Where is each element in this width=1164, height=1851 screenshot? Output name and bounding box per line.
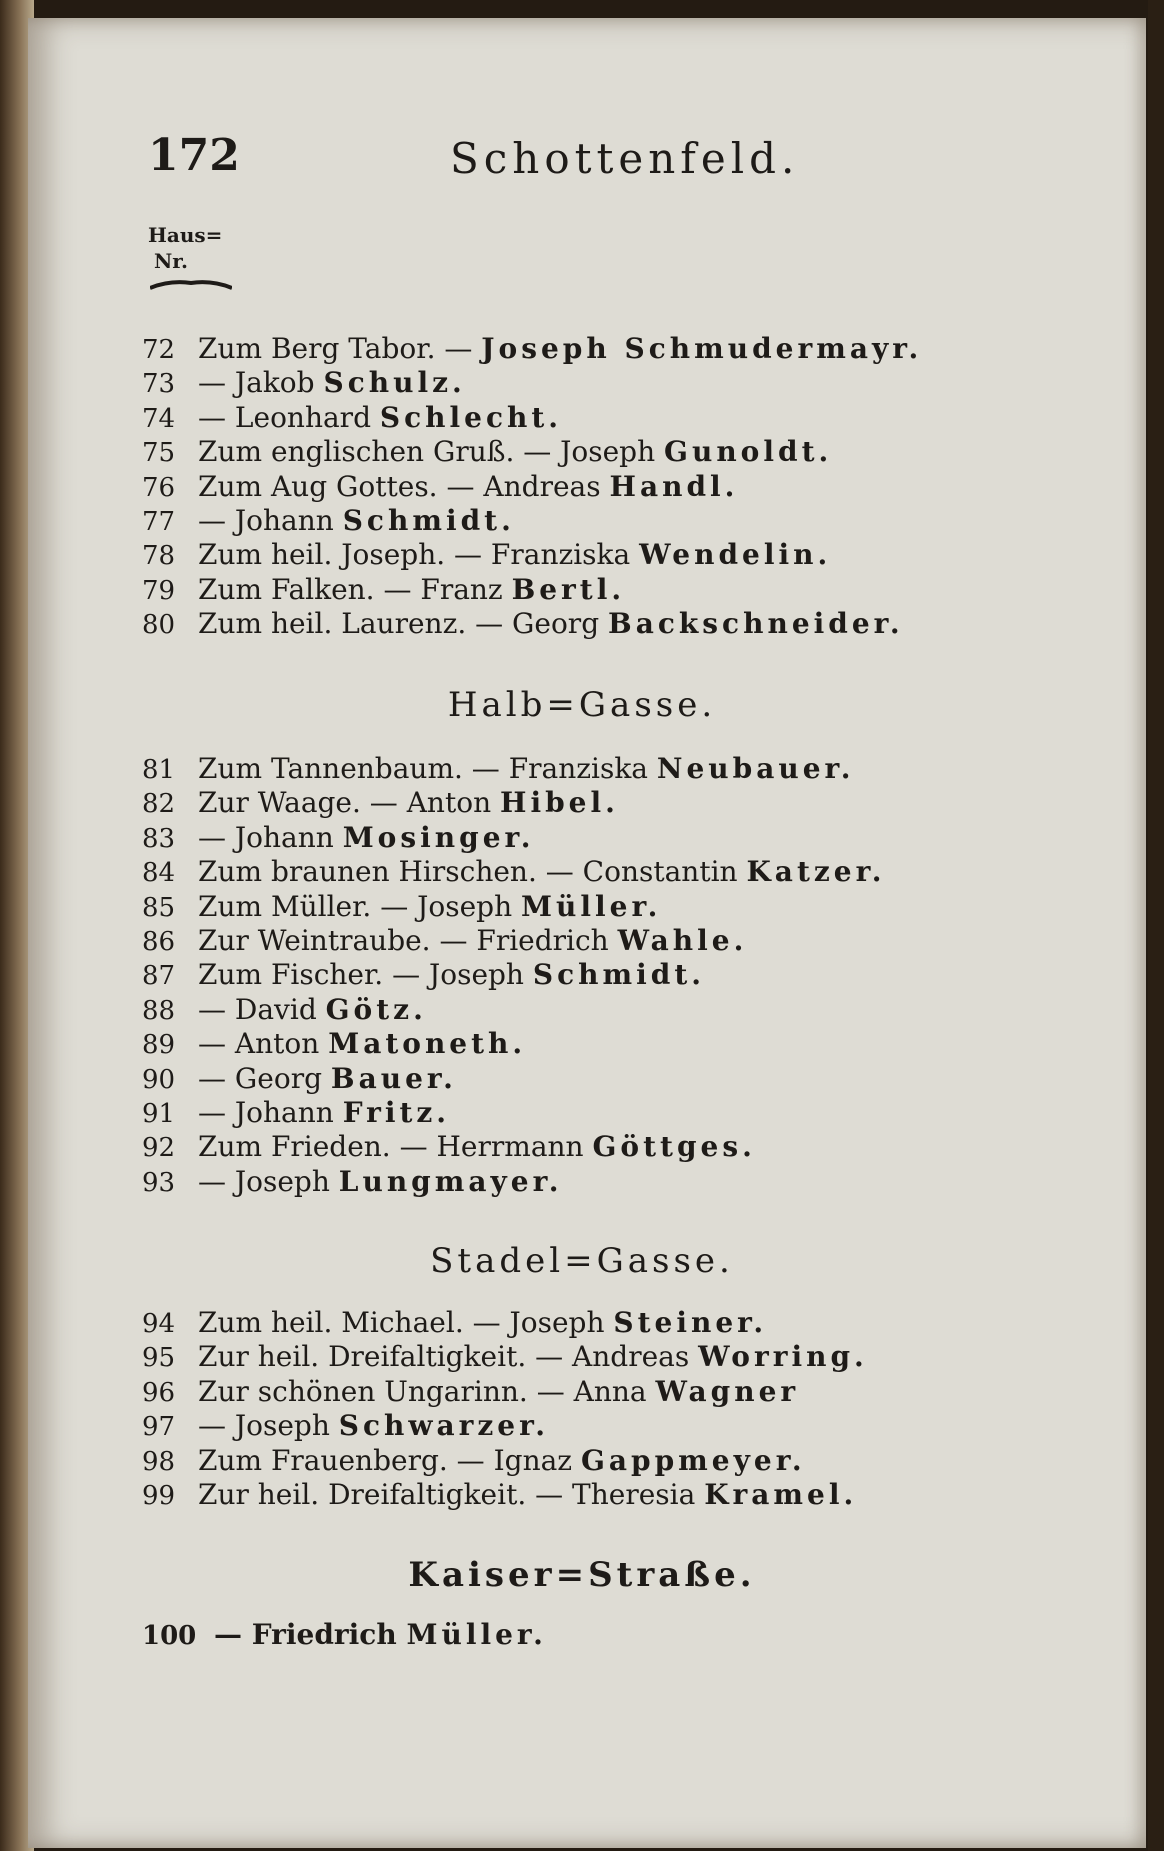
house-number: 98 <box>142 1446 176 1477</box>
entry-text: Zur Waage. — Anton <box>198 786 500 820</box>
list-item <box>142 470 1042 504</box>
entry-text: Zum Falken. — Franz <box>198 572 512 606</box>
list-item <box>142 1340 1042 1374</box>
column-label-line2: Nr. <box>154 249 188 273</box>
entry-text: Zum heil. Joseph. — Franziska <box>198 538 640 572</box>
entry-text: Zum heil. Michael. — Joseph <box>198 1306 614 1339</box>
running-head: Schottenfeld. <box>450 134 800 183</box>
house-number: 82 <box>142 789 176 820</box>
entry-text: Zum braunen Hirschen. — Constantin <box>198 855 747 889</box>
house-number: 86 <box>142 926 176 957</box>
entry-text: Zum Berg Tabor. — <box>198 332 482 365</box>
entry-surname: Schmidt. <box>532 958 706 992</box>
house-number: 72 <box>142 335 176 365</box>
entry-surname: Götz. <box>325 992 427 1026</box>
list-item <box>142 1096 1042 1130</box>
entry-surname: Fritz. <box>342 1095 451 1129</box>
entry-text: — David <box>198 992 326 1026</box>
entry-surname: Neubauer. <box>656 752 855 785</box>
list-item <box>142 786 1042 820</box>
entry-surname: Gappmeyer. <box>580 1443 806 1477</box>
house-number: 80 <box>142 610 176 641</box>
entry-surname: Müller. <box>521 889 662 923</box>
street-heading: Kaiser=Straße. <box>408 1555 756 1595</box>
house-number: 99 <box>142 1480 176 1511</box>
entry-surname: Schmidt. <box>342 503 515 537</box>
entry-text: — Jakob <box>198 366 324 400</box>
list-item <box>142 1375 1042 1409</box>
entry-text: — Johann <box>198 820 343 854</box>
list-item <box>142 821 1042 855</box>
house-number: 87 <box>142 961 176 992</box>
entry-text: — Leonhard <box>198 400 380 434</box>
list-item <box>142 1409 1042 1443</box>
entry-surname: Bertl. <box>511 572 626 606</box>
page-number: 172 <box>148 130 240 181</box>
entry-surname: Schlecht. <box>379 400 563 434</box>
street-heading: Halb=Gasse. <box>447 685 717 725</box>
entry-text: Zur Weintraube. — Friedrich <box>198 923 618 957</box>
list-item <box>142 435 1042 469</box>
house-number: 85 <box>142 892 176 923</box>
house-number: 91 <box>142 1098 176 1129</box>
entry-surname: Wahle. <box>617 923 748 957</box>
entry-text: Zum heil. Laurenz. — Georg <box>198 607 609 641</box>
house-number: 78 <box>142 541 176 572</box>
entry-surname: Mosinger. <box>342 820 535 854</box>
house-number: 88 <box>142 995 176 1026</box>
entry-surname: Kramel. <box>704 1477 858 1511</box>
list-item <box>142 890 1042 924</box>
list-item <box>142 332 1042 366</box>
house-number: 96 <box>142 1377 176 1408</box>
house-number: 76 <box>142 472 176 503</box>
entry-surname: Steiner. <box>613 1306 768 1339</box>
entry-surname: Hibel. <box>500 786 619 820</box>
house-number: 77 <box>142 506 176 537</box>
list-item <box>142 1165 1042 1199</box>
entry-text: Zum Tannenbaum. — Franziska <box>198 752 657 785</box>
section-entries-4 <box>142 1618 1042 1652</box>
entry-text: Zum englischen Gruß. — Joseph <box>198 435 665 469</box>
entry-text: Zum Frieden. — Herrmann <box>198 1130 593 1164</box>
list-item <box>142 573 1042 607</box>
section-entries-3 <box>142 1306 1042 1512</box>
entry-text: — Anton <box>198 1027 329 1061</box>
entry-surname: Backschneider. <box>608 607 904 641</box>
entry-surname: Katzer. <box>746 855 886 889</box>
house-number: 81 <box>142 755 176 785</box>
list-item <box>142 504 1042 538</box>
entry-surname: Schwarzer. <box>338 1409 550 1443</box>
entry-surname: Joseph Schmudermayr. <box>481 332 923 365</box>
list-item <box>142 401 1042 435</box>
house-number: 74 <box>142 403 176 434</box>
list-item <box>142 1027 1042 1061</box>
house-number: 95 <box>142 1343 176 1374</box>
entry-text: Zur schönen Ungarinn. — Anna <box>198 1374 656 1408</box>
entry-text: Zur heil. Dreifaltigkeit. — Theresia <box>198 1477 705 1511</box>
list-item <box>142 1062 1042 1096</box>
list-item <box>142 855 1042 889</box>
entry-surname: Schulz. <box>323 366 466 400</box>
entry-text: — Joseph <box>198 1164 339 1198</box>
entry-surname: Gunoldt. <box>664 435 833 469</box>
list-item <box>142 1306 1042 1340</box>
entry-text: Zur heil. Dreifaltigkeit. — Andreas <box>198 1340 699 1374</box>
house-number: 90 <box>142 1064 176 1095</box>
list-item <box>142 993 1042 1027</box>
entry-surname: Matoneth. <box>328 1027 527 1061</box>
brace-ornament <box>150 280 232 290</box>
house-number: 75 <box>142 438 176 469</box>
house-number: 73 <box>142 369 176 400</box>
street-heading: Stadel=Gasse. <box>430 1241 734 1281</box>
list-item <box>142 607 1042 641</box>
house-number: 84 <box>142 858 176 889</box>
house-number: 83 <box>142 823 176 854</box>
list-item <box>142 924 1042 958</box>
entry-text: Zum Aug Gottes. — Andreas <box>198 469 610 503</box>
entry-surname: Bauer. <box>330 1061 457 1095</box>
entry-text: — Johann <box>198 503 343 537</box>
entry-surname: Handl. <box>609 469 739 503</box>
house-number: 100 <box>142 1621 197 1651</box>
list-item <box>142 1444 1042 1478</box>
list-item <box>142 752 1042 786</box>
entry-text: — Friedrich <box>214 1618 407 1651</box>
section-entries-2 <box>142 752 1042 1199</box>
entry-text: — Johann <box>198 1095 343 1129</box>
entry-text: Zum Fischer. — Joseph <box>198 958 533 992</box>
section-entries-1 <box>142 332 1042 642</box>
list-item <box>142 958 1042 992</box>
house-number: 92 <box>142 1133 176 1164</box>
house-number: 79 <box>142 575 176 606</box>
entry-text: Zum Frauenberg. — Ignaz <box>198 1443 581 1477</box>
list-item <box>142 1618 1042 1652</box>
entry-text: — Georg <box>198 1061 331 1095</box>
house-number: 89 <box>142 1030 176 1061</box>
house-number: 93 <box>142 1167 176 1198</box>
list-item <box>142 366 1042 400</box>
entry-surname: Wagner <box>655 1374 800 1408</box>
house-number: 97 <box>142 1412 176 1443</box>
entry-surname: Wendelin. <box>639 538 832 572</box>
entry-surname: Worring. <box>698 1340 868 1374</box>
column-label-line1: Haus= <box>148 223 223 247</box>
list-item <box>142 1478 1042 1512</box>
entry-text: — Joseph <box>198 1409 339 1443</box>
entry-surname: Müller. <box>406 1618 547 1651</box>
list-item <box>142 538 1042 572</box>
column-label <box>148 222 222 274</box>
entry-text: Zum Müller. — Joseph <box>198 889 522 923</box>
entry-surname: Lungmayer. <box>338 1164 563 1198</box>
list-item <box>142 1130 1042 1164</box>
entry-surname: Göttges. <box>592 1130 756 1164</box>
house-number: 94 <box>142 1309 176 1339</box>
